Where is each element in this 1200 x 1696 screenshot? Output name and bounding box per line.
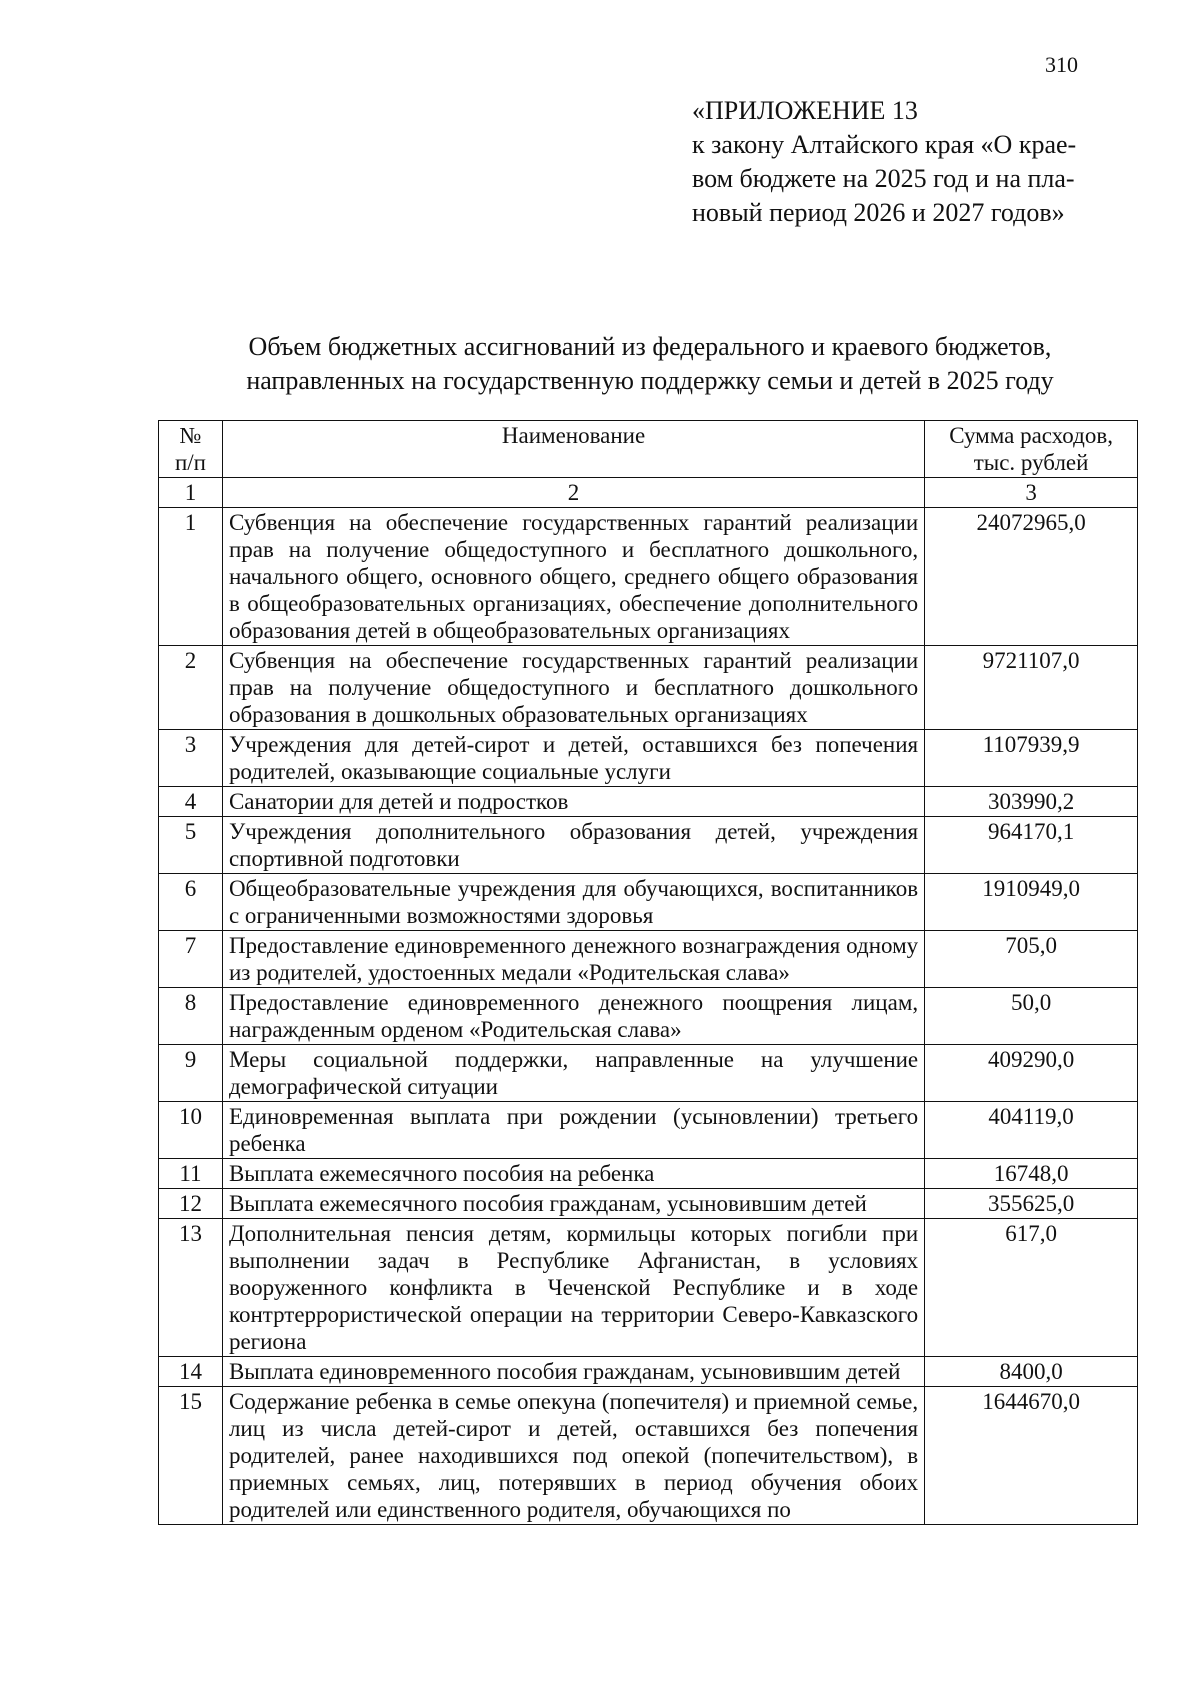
row-name: Дополнительная пенсия детям, кормильцы которых погибли при выполнении задач в Республике Афганистан, в условиях вооруженного конфликта в Чеченской Республике и в ходе контртеррористической операции на территории Северо-Кавказского региона [222,1219,924,1357]
table-row [159,646,1138,730]
row-sum: 409290,0 [925,1045,1138,1102]
row-sum: 8400,0 [925,1357,1138,1387]
row-name: Учреждения дополнительного образования детей, учреждения спортивной подготовки [222,817,924,874]
row-sum: 1910949,0 [925,874,1138,931]
table-row [159,931,1138,988]
row-name: Субвенция на обеспечение государственных гарантий реализации прав на получение общедоступного и бесплатного дошкольного, начального общего, основного общего, среднего общего образования в общеобразовательных организациях, обеспечение дополнительного образования детей в общеобразовательных организациях [222,508,924,646]
row-name: Субвенция на обеспечение государственных гарантий реализации прав на получение общедоступного и бесплатного дошкольного образования в дошкольных образовательных организациях [222,646,924,730]
row-name: Санатории для детей и подростков [222,787,924,817]
row-number: 2 [159,646,223,730]
row-name: Предоставление единовременного денежного вознаграждения одному из родителей, удостоенных медали «Родительская слава» [222,931,924,988]
appendix-line: к закону Алтайского края «О крае- [692,130,1077,159]
appendix-header [692,94,1132,230]
title-line: направленных на государственную поддержку семьи и детей в 2025 году [246,366,1054,395]
row-number: 10 [159,1102,223,1159]
row-sum: 50,0 [925,988,1138,1045]
row-sum: 303990,2 [925,787,1138,817]
row-name: Выплата ежемесячного пособия на ребенка [222,1159,924,1189]
row-name: Предоставление единовременного денежного поощрения лицам, награжденным орденом «Родительская слава» [222,988,924,1045]
row-name: Выплата единовременного пособия гражданам, усыновившим детей [222,1357,924,1387]
page-number: 310 [1045,52,1078,77]
column-number-row [159,478,1138,508]
header-sum-line2: тыс. рублей [973,450,1089,475]
budget-table [158,420,1138,1525]
row-number: 9 [159,1045,223,1102]
row-name: Выплата ежемесячного пособия гражданам, усыновившим детей [222,1189,924,1219]
header-num-line1: № [179,423,202,448]
row-sum: 355625,0 [925,1189,1138,1219]
table-header-row [159,421,1138,478]
row-sum: 1644670,0 [925,1387,1138,1525]
row-number: 14 [159,1357,223,1387]
table-row [159,1102,1138,1159]
column-number: 1 [159,478,223,508]
header-num-line2: п/п [174,450,206,475]
table-row [159,874,1138,931]
row-number: 11 [159,1159,223,1189]
row-number: 3 [159,730,223,787]
row-number: 5 [159,817,223,874]
row-number: 8 [159,988,223,1045]
row-number: 1 [159,508,223,646]
appendix-line: «ПРИЛОЖЕНИЕ 13 [692,96,918,125]
row-name: Единовременная выплата при рождении (усыновлении) третьего ребенка [222,1102,924,1159]
row-sum: 1107939,9 [925,730,1138,787]
table-row [159,1159,1138,1189]
table-row [159,787,1138,817]
row-sum: 964170,1 [925,817,1138,874]
header-sum [925,421,1138,478]
row-number: 7 [159,931,223,988]
row-number: 12 [159,1189,223,1219]
row-name: Содержание ребенка в семье опекуна (попечителя) и приемной семье, лиц из числа детей-сирот и детей, оставшихся без попечения родителей, ранее находившихся под опекой (попечительством), в приемных семьях, лиц, потерявших в период обучения обоих родителей или единственного родителя, обучающихся по [222,1387,924,1525]
row-sum: 24072965,0 [925,508,1138,646]
document-title [160,330,1140,398]
row-sum: 617,0 [925,1219,1138,1357]
row-number: 15 [159,1387,223,1525]
table-row [159,988,1138,1045]
appendix-line: вом бюджете на 2025 год и на пла- [692,164,1075,193]
row-sum: 404119,0 [925,1102,1138,1159]
column-number: 2 [222,478,924,508]
table-row [159,1045,1138,1102]
table-row [159,508,1138,646]
header-num [159,421,223,478]
appendix-line: новый период 2026 и 2027 годов» [692,198,1065,227]
table-row [159,817,1138,874]
row-number: 13 [159,1219,223,1357]
header-name: Наименование [222,421,924,478]
table-row [159,1357,1138,1387]
table-row [159,1189,1138,1219]
column-number: 3 [925,478,1138,508]
row-number: 4 [159,787,223,817]
table-row [159,1219,1138,1357]
row-name: Общеобразовательные учреждения для обучающихся, воспитанников с ограниченными возможностями здоровья [222,874,924,931]
table-row [159,730,1138,787]
row-name: Меры социальной поддержки, направленные на улучшение демографической ситуации [222,1045,924,1102]
table-row [159,1387,1138,1525]
row-sum: 9721107,0 [925,646,1138,730]
row-number: 6 [159,874,223,931]
row-sum: 16748,0 [925,1159,1138,1189]
table-body [159,508,1138,1525]
row-name: Учреждения для детей-сирот и детей, оставшихся без попечения родителей, оказывающие социальные услуги [222,730,924,787]
title-line: Объем бюджетных ассигнований из федерального и краевого бюджетов, [248,332,1052,361]
header-sum-line1: Сумма расходов, [949,423,1113,448]
row-sum: 705,0 [925,931,1138,988]
